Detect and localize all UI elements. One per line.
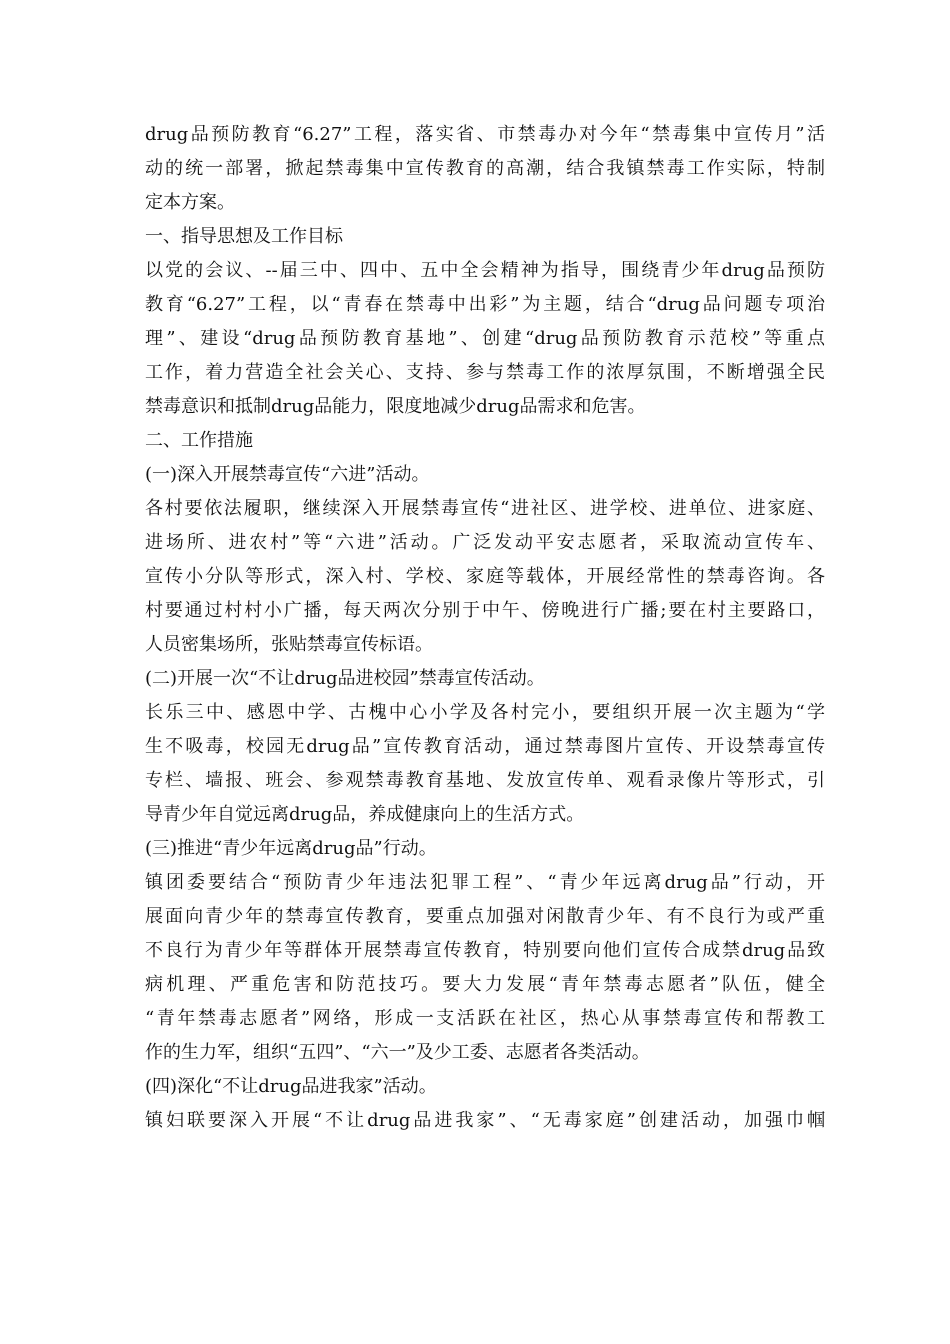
text-line: 动的统一部署，掀起禁毒集中宣传教育的高潮，结合我镇禁毒工作实际，特制 <box>145 158 825 179</box>
text-line: 一、指导思想及工作目标 <box>145 226 343 247</box>
text-line: 人员密集场所，张贴禁毒宣传标语。 <box>145 634 433 655</box>
text-line: 长乐三中、感恩中学、古槐中心小学及各村完小，要组织开展一次主题为“学 <box>145 702 825 723</box>
text-line: 教育“6.27”工程，以“青春在禁毒中出彩”为主题，结合“drug品问题专项治 <box>145 294 825 315</box>
text-line: 定本方案。 <box>145 192 235 213</box>
text-line: 专栏、墙报、班会、参观禁毒教育基地、发放宣传单、观看录像片等形式，引 <box>145 770 825 791</box>
text-line: “青年禁毒志愿者”网络，形成一支活跃在社区，热心从事禁毒宣传和帮教工 <box>145 1008 825 1029</box>
text-line: 进场所、进农村”等“六进”活动。广泛发动平安志愿者，采取流动宣传车、 <box>145 532 825 553</box>
text-line: 村要通过村村小广播，每天两次分别于中午、傍晚进行广播;要在村主要路口， <box>145 600 825 621</box>
text-line: 各村要依法履职，继续深入开展禁毒宣传“进社区、进学校、进单位、进家庭、 <box>145 498 825 519</box>
text-line: 禁毒意识和抵制drug品能力，限度地减少drug品需求和危害。 <box>145 396 646 417</box>
text-line: 宣传小分队等形式，深入村、学校、家庭等载体，开展经常性的禁毒咨询。各 <box>145 566 825 587</box>
text-line: (三)推进“青少年远离drug品”行动。 <box>145 838 437 859</box>
text-line: 展面向青少年的禁毒宣传教育，要重点加强对闲散青少年、有不良行为或严重 <box>145 906 825 927</box>
text-line: 镇团委要结合“预防青少年违法犯罪工程”、“青少年远离drug品”行动，开 <box>145 872 825 893</box>
text-line: 病机理、严重危害和防范技巧。要大力发展“青年禁毒志愿者”队伍，健全 <box>145 974 825 995</box>
text-line: 工作，着力营造全社会关心、支持、参与禁毒工作的浓厚氛围，不断增强全民 <box>145 362 825 383</box>
text-line: (一)深入开展禁毒宣传“六进”活动。 <box>145 464 430 485</box>
text-line: 作的生力军，组织“五四”、“六一”及少工委、志愿者各类活动。 <box>145 1042 650 1063</box>
text-line: 理”、建设“drug品预防教育基地”、创建“drug品预防教育示范校”等重点 <box>145 328 825 349</box>
document-body <box>145 118 825 1138</box>
text-line: (四)深化“不让drug品进我家”活动。 <box>145 1076 437 1097</box>
text-line: (二)开展一次“不让drug品进校园”禁毒宣传活动。 <box>145 668 545 689</box>
text-line: 导青少年自觉远离drug品，养成健康向上的生活方式。 <box>145 804 585 825</box>
text-line: 不良行为青少年等群体开展禁毒宣传教育，特别要向他们宣传合成禁drug品致 <box>145 940 825 961</box>
text-line: 二、工作措施 <box>145 430 253 451</box>
text-line: 生不吸毒，校园无drug品”宣传教育活动，通过禁毒图片宣传、开设禁毒宣传 <box>145 736 825 757</box>
text-line: 镇妇联要深入开展“不让drug品进我家”、“无毒家庭”创建活动，加强巾帼 <box>145 1110 825 1131</box>
text-line: 以党的会议、--届三中、四中、五中全会精神为指导，围绕青少年drug品预防 <box>145 260 825 281</box>
text-line: drug品预防教育“6.27”工程，落实省、市禁毒办对今年“禁毒集中宣传月”活 <box>145 124 825 145</box>
